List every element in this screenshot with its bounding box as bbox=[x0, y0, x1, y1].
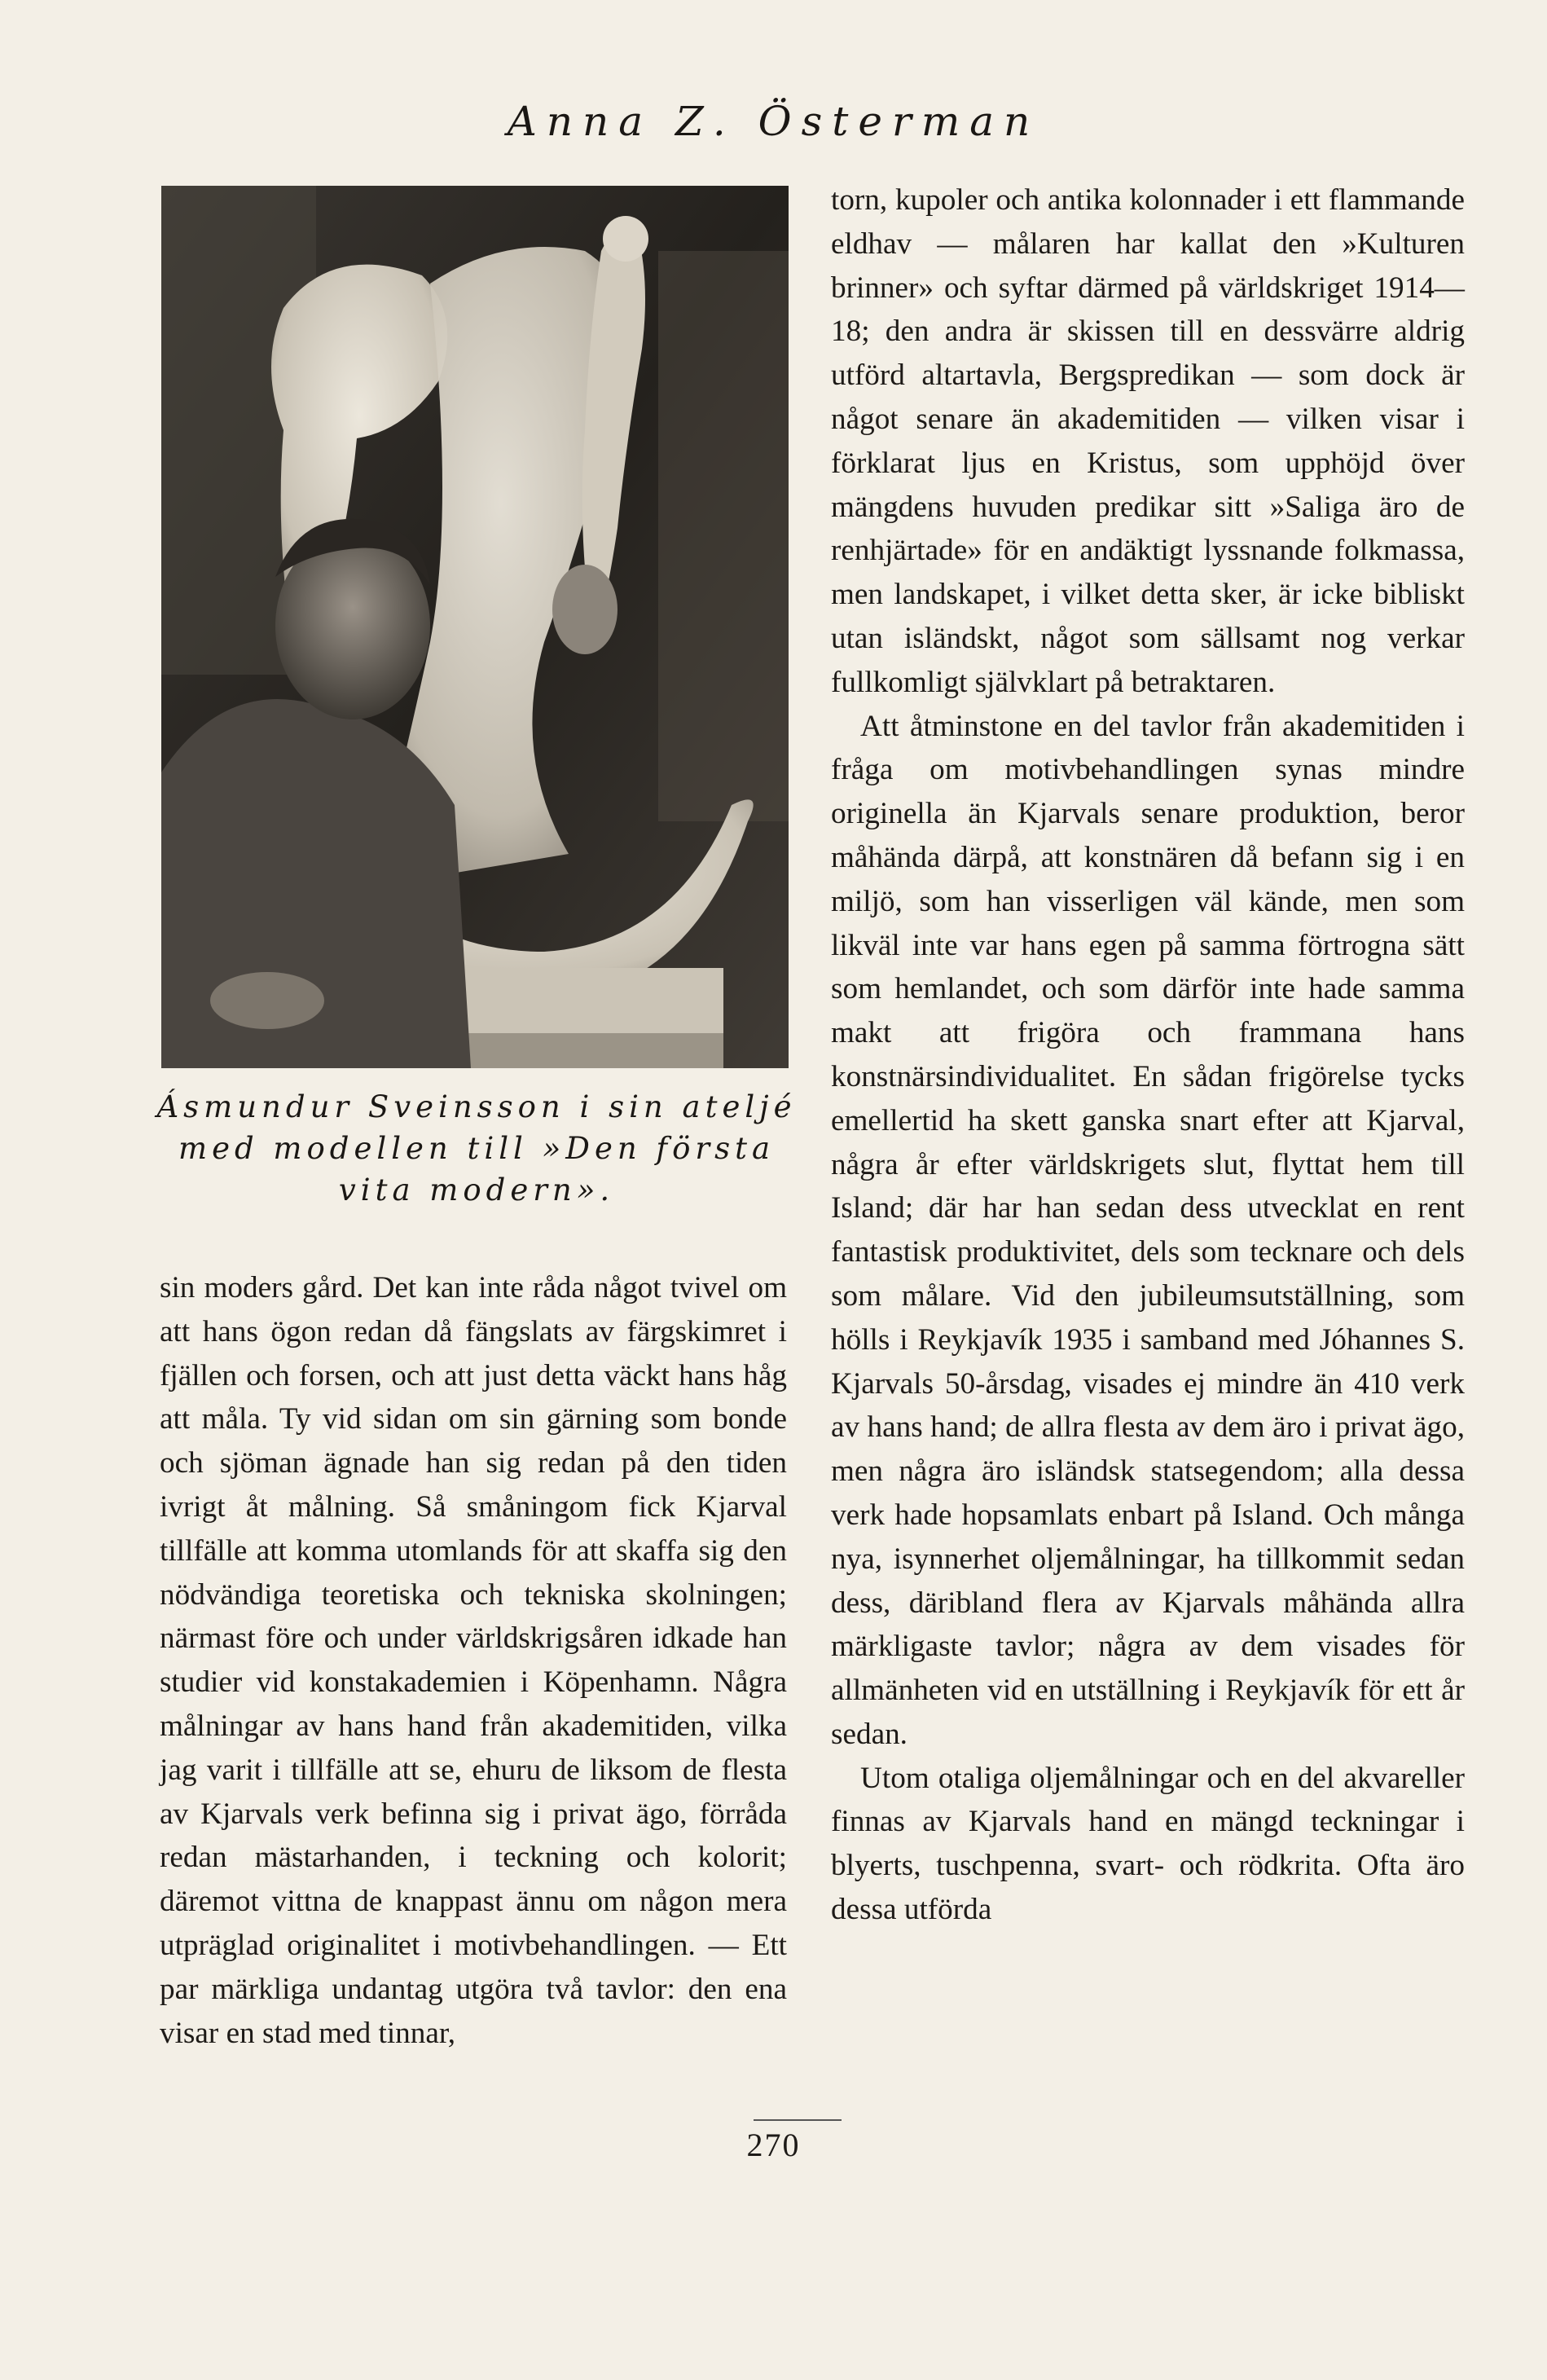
body-paragraph: sin moders gård. Det kan inte råda något tvivel om att hans ögon redan då fängslats av färgskimret i fjällen och forsen, och att just detta väckt hans håg att måla. Ty vid sidan om sin gärning som bonde och sjöman ägnade han sig redan på den tiden ivrigt åt målning. Så småningom fick Kjarval tillfälle att komma utomlands för att skaffa sig den nödvändiga teoretiska och tekniska skolningen; närmast före och under världskrigsåren idkade han studier vid konstakademien i Köpenhamn. Några målningar av hans hand från akademitiden, vilka jag varit i tillfälle att se, ehuru de liksom de flesta av Kjarvals verk befinna sig i privat ägo, förråda redan mästarhanden, i teckning och kolorit; däremot vittna de knappast ännu om någon mera utpräglad originalitet i motivbehandlingen. — Ett par märkliga undantag utgöra två tavlor: den ena visar en stad med tinnar, bbox=[160, 1271, 787, 2050]
page-number: 270 bbox=[746, 2127, 801, 2163]
body-paragraph: torn, kupoler och antika kolonnader i ett flammande eldhav — målaren har kallat den »Kulturen brinner» och syftar därmed på världskriget 1914—18; den andra är skissen till en dessvärre aldrig utförd altartavla, Bergspredikan — som dock är något senare än akademitiden — vilken visar i förklarat ljus en Kristus, som upphöjd över mängdens huvuden predikar sitt »Saliga äro de renhjärtade» för en andäktigt lyssnande folkmassa, men landskapet, i vilket detta sker, är icke bibliskt utan isländskt, något som sällsamt nog verkar fullkomligt självklart på betraktaren. bbox=[831, 183, 1465, 699]
photo-caption: Ásmundur Sveinsson i sin ateljé med modellen till »Den första vita modern». bbox=[156, 1089, 797, 1208]
sculptor-photograph bbox=[161, 186, 789, 1068]
left-text-column bbox=[160, 1266, 787, 2055]
running-title: Anna Z. Österman bbox=[507, 98, 1040, 145]
body-paragraph: Utom otaliga oljemålningar och en del akvareller finnas av Kjarvals hand en mängd teckningar i blyerts, tuschpenna, svart- och rödkrita. Ofta äro dessa utförda bbox=[831, 1761, 1465, 1927]
body-paragraph: Att åtminstone en del tavlor från akademitiden i fråga om motivbehandlingen synas mindre originella än Kjarvals senare produktion, beror måhända därpå, att konstnären då befann sig i en miljö, som han visserligen väl kände, men som likväl inte var hans egen på samma förtrogna sätt som hemlandet, och som därför inte hade samma makt att frigöra och frammana hans konstnärsindividualitet. En sådan frigörelse tycks emellertid ha skett ganska snart efter att Kjarval, några år efter världskrigets slut, flyttat hem till Island; där har han sedan dess utvecklat en rent fantastisk produktivitet, dels som tecknare och dels som målare. Vid den jubileumsutställning, som hölls i Reykjavík 1935 i samband med Jóhannes S. Kjarvals 50-årsdag, visades ej mindre än 410 verk av hans hand; de allra flesta av dem äro i privat ägo, men några äro isländsk statsegendom; alla dessa verk hade hopsamlats enbart på Island. Och många nya, isynnerhet oljemålningar, ha tillkommit sedan dess, däribland flera av Kjarvals måhända allra märkligaste tavlor; några av dem visades för allmänheten vid en utställning i Reykjavík för ett år sedan. bbox=[831, 709, 1465, 1751]
folio-rule bbox=[754, 2119, 842, 2121]
right-text-column bbox=[831, 178, 1465, 1932]
